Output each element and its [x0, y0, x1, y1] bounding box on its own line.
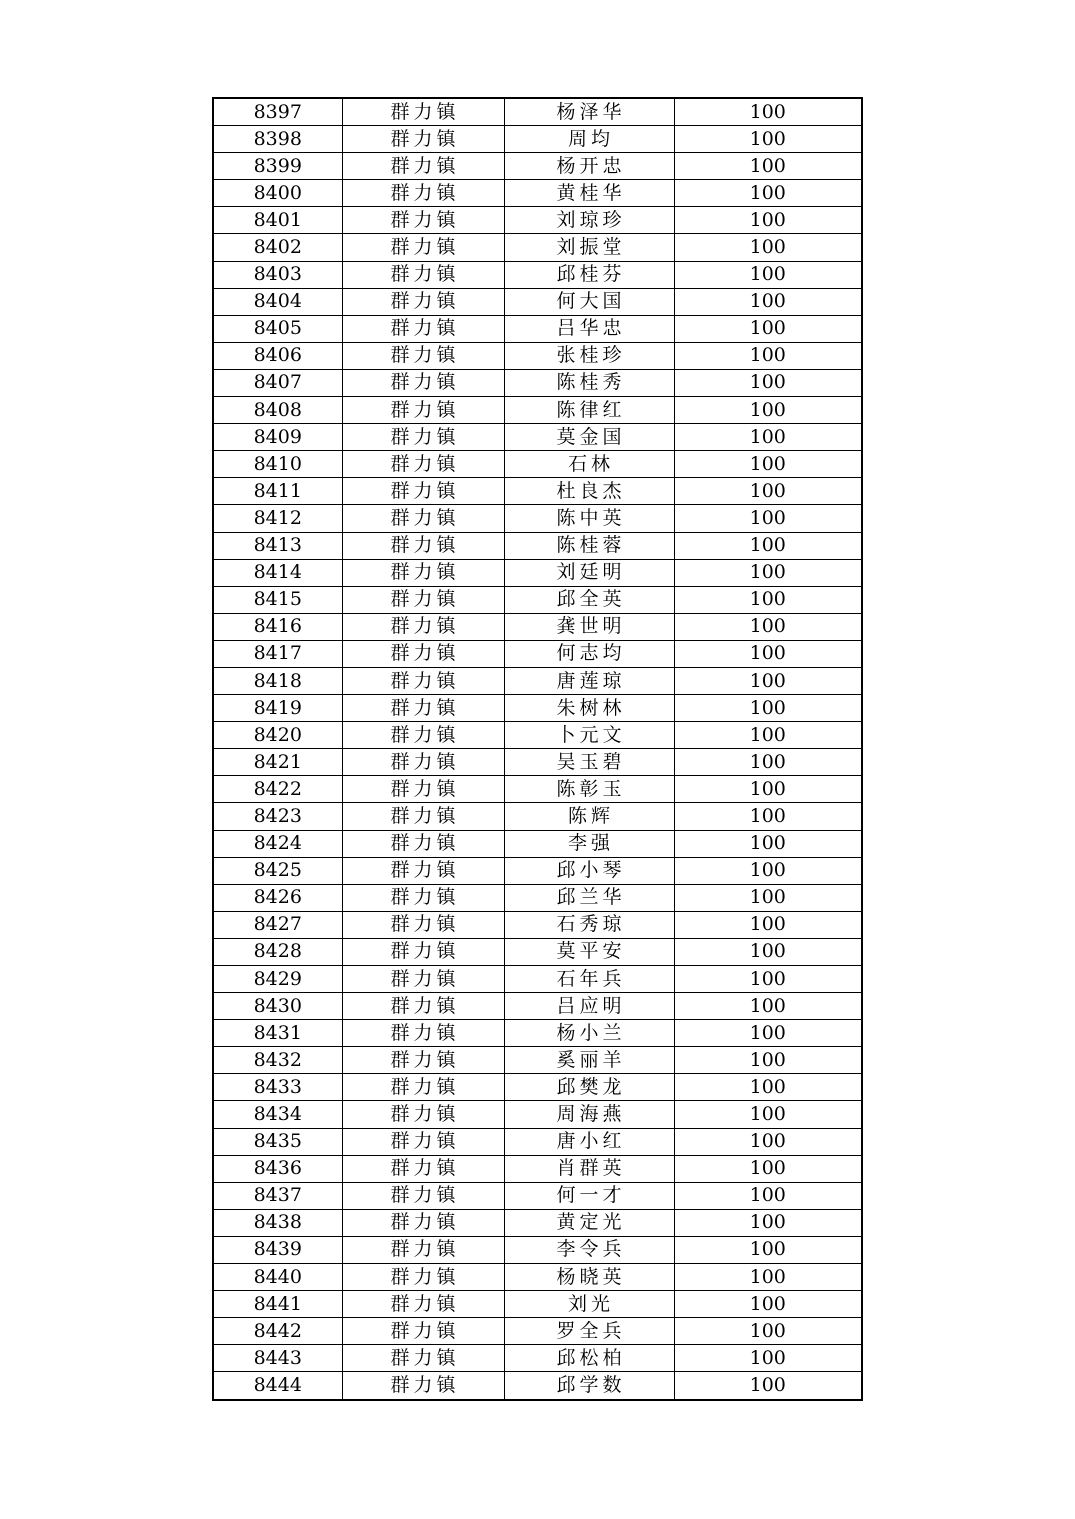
cell-town: 群力镇	[342, 207, 504, 234]
cell-name: 石林	[504, 451, 674, 478]
cell-name: 罗全兵	[504, 1318, 674, 1345]
cell-amount: 100	[674, 640, 862, 667]
table-row	[213, 640, 862, 667]
cell-name: 刘振堂	[504, 234, 674, 261]
cell-amount: 100	[674, 342, 862, 369]
cell-amount: 100	[674, 1128, 862, 1155]
table-row	[213, 1155, 862, 1182]
cell-amount: 100	[674, 261, 862, 288]
cell-id: 8433	[213, 1074, 342, 1101]
cell-amount: 100	[674, 1074, 862, 1101]
table-row	[213, 478, 862, 505]
table-row	[213, 911, 862, 938]
table-row	[213, 586, 862, 613]
cell-town: 群力镇	[342, 1345, 504, 1372]
table-row	[213, 667, 862, 694]
table-row	[213, 830, 862, 857]
cell-town: 群力镇	[342, 424, 504, 451]
table-row	[213, 1074, 862, 1101]
cell-name: 何一才	[504, 1182, 674, 1209]
table-row	[213, 180, 862, 207]
table-row	[213, 938, 862, 965]
cell-name: 刘光	[504, 1291, 674, 1318]
cell-amount: 100	[674, 532, 862, 559]
cell-town: 群力镇	[342, 803, 504, 830]
table-row	[213, 1020, 862, 1047]
cell-town: 群力镇	[342, 613, 504, 640]
cell-town: 群力镇	[342, 640, 504, 667]
cell-town: 群力镇	[342, 667, 504, 694]
cell-name: 何大国	[504, 288, 674, 315]
cell-id: 8429	[213, 966, 342, 993]
cell-id: 8418	[213, 667, 342, 694]
cell-amount: 100	[674, 803, 862, 830]
cell-town: 群力镇	[342, 234, 504, 261]
table-row	[213, 695, 862, 722]
table-row	[213, 261, 862, 288]
cell-id: 8431	[213, 1020, 342, 1047]
cell-amount: 100	[674, 180, 862, 207]
cell-id: 8440	[213, 1264, 342, 1291]
table-row	[213, 1372, 862, 1400]
cell-town: 群力镇	[342, 1101, 504, 1128]
cell-name: 莫平安	[504, 938, 674, 965]
cell-name: 邱学数	[504, 1372, 674, 1400]
table-row	[213, 1345, 862, 1372]
cell-name: 朱树林	[504, 695, 674, 722]
cell-id: 8405	[213, 315, 342, 342]
cell-amount: 100	[674, 993, 862, 1020]
cell-id: 8397	[213, 98, 342, 126]
cell-town: 群力镇	[342, 1209, 504, 1236]
cell-name: 邱兰华	[504, 884, 674, 911]
cell-id: 8430	[213, 993, 342, 1020]
cell-amount: 100	[674, 1209, 862, 1236]
cell-id: 8422	[213, 776, 342, 803]
table-row	[213, 451, 862, 478]
cell-id: 8441	[213, 1291, 342, 1318]
cell-name: 刘琼珍	[504, 207, 674, 234]
cell-town: 群力镇	[342, 1182, 504, 1209]
cell-id: 8428	[213, 938, 342, 965]
table-row	[213, 559, 862, 586]
cell-name: 何志均	[504, 640, 674, 667]
cell-name: 肖群英	[504, 1155, 674, 1182]
cell-name: 吴玉碧	[504, 749, 674, 776]
cell-name: 石秀琼	[504, 911, 674, 938]
cell-name: 李强	[504, 830, 674, 857]
cell-amount: 100	[674, 722, 862, 749]
cell-town: 群力镇	[342, 559, 504, 586]
cell-town: 群力镇	[342, 586, 504, 613]
table-row	[213, 1047, 862, 1074]
cell-town: 群力镇	[342, 1155, 504, 1182]
cell-town: 群力镇	[342, 884, 504, 911]
cell-town: 群力镇	[342, 722, 504, 749]
cell-town: 群力镇	[342, 1074, 504, 1101]
cell-id: 8410	[213, 451, 342, 478]
cell-town: 群力镇	[342, 505, 504, 532]
cell-town: 群力镇	[342, 288, 504, 315]
cell-id: 8424	[213, 830, 342, 857]
cell-town: 群力镇	[342, 695, 504, 722]
table-row	[213, 342, 862, 369]
cell-name: 陈中英	[504, 505, 674, 532]
cell-name: 邱松柏	[504, 1345, 674, 1372]
cell-town: 群力镇	[342, 1236, 504, 1263]
cell-amount: 100	[674, 1264, 862, 1291]
cell-id: 8442	[213, 1318, 342, 1345]
cell-amount: 100	[674, 695, 862, 722]
table-row	[213, 315, 862, 342]
cell-amount: 100	[674, 776, 862, 803]
cell-town: 群力镇	[342, 911, 504, 938]
cell-id: 8403	[213, 261, 342, 288]
cell-amount: 100	[674, 234, 862, 261]
cell-id: 8435	[213, 1128, 342, 1155]
cell-id: 8408	[213, 397, 342, 424]
cell-amount: 100	[674, 153, 862, 180]
cell-town: 群力镇	[342, 1020, 504, 1047]
cell-name: 邱小琴	[504, 857, 674, 884]
cell-town: 群力镇	[342, 126, 504, 153]
cell-name: 唐莲琼	[504, 667, 674, 694]
cell-amount: 100	[674, 749, 862, 776]
cell-amount: 100	[674, 1101, 862, 1128]
cell-id: 8417	[213, 640, 342, 667]
cell-name: 吕华忠	[504, 315, 674, 342]
cell-id: 8421	[213, 749, 342, 776]
table-row	[213, 1209, 862, 1236]
cell-name: 张桂珍	[504, 342, 674, 369]
cell-amount: 100	[674, 966, 862, 993]
cell-town: 群力镇	[342, 966, 504, 993]
cell-amount: 100	[674, 288, 862, 315]
cell-id: 8407	[213, 369, 342, 396]
table-row	[213, 857, 862, 884]
table-row	[213, 966, 862, 993]
cell-town: 群力镇	[342, 261, 504, 288]
cell-id: 8414	[213, 559, 342, 586]
cell-id: 8409	[213, 424, 342, 451]
cell-name: 奚丽羊	[504, 1047, 674, 1074]
cell-amount: 100	[674, 424, 862, 451]
cell-town: 群力镇	[342, 749, 504, 776]
table-row	[213, 126, 862, 153]
cell-id: 8399	[213, 153, 342, 180]
table-body	[213, 98, 862, 1400]
cell-town: 群力镇	[342, 397, 504, 424]
cell-amount: 100	[674, 586, 862, 613]
table-row	[213, 1318, 862, 1345]
cell-amount: 100	[674, 397, 862, 424]
table-row	[213, 207, 862, 234]
cell-name: 邱全英	[504, 586, 674, 613]
cell-amount: 100	[674, 857, 862, 884]
cell-town: 群力镇	[342, 451, 504, 478]
cell-id: 8416	[213, 613, 342, 640]
cell-name: 陈彰玉	[504, 776, 674, 803]
cell-amount: 100	[674, 1047, 862, 1074]
cell-name: 莫金国	[504, 424, 674, 451]
cell-amount: 100	[674, 1020, 862, 1047]
table-row	[213, 749, 862, 776]
cell-town: 群力镇	[342, 98, 504, 126]
cell-id: 8404	[213, 288, 342, 315]
cell-amount: 100	[674, 938, 862, 965]
cell-name: 李令兵	[504, 1236, 674, 1263]
cell-town: 群力镇	[342, 180, 504, 207]
table-row	[213, 288, 862, 315]
cell-amount: 100	[674, 1291, 862, 1318]
cell-name: 周均	[504, 126, 674, 153]
cell-town: 群力镇	[342, 857, 504, 884]
table-row	[213, 532, 862, 559]
cell-amount: 100	[674, 478, 862, 505]
cell-amount: 100	[674, 1372, 862, 1400]
cell-amount: 100	[674, 315, 862, 342]
cell-name: 黄定光	[504, 1209, 674, 1236]
cell-town: 群力镇	[342, 1047, 504, 1074]
cell-amount: 100	[674, 98, 862, 126]
cell-town: 群力镇	[342, 1291, 504, 1318]
cell-name: 吕应明	[504, 993, 674, 1020]
cell-town: 群力镇	[342, 342, 504, 369]
cell-id: 8423	[213, 803, 342, 830]
table-row	[213, 424, 862, 451]
table-row	[213, 884, 862, 911]
cell-town: 群力镇	[342, 1128, 504, 1155]
cell-name: 陈桂蓉	[504, 532, 674, 559]
cell-id: 8413	[213, 532, 342, 559]
cell-name: 周海燕	[504, 1101, 674, 1128]
table-row	[213, 613, 862, 640]
cell-name: 杜良杰	[504, 478, 674, 505]
cell-amount: 100	[674, 884, 862, 911]
cell-name: 杨小兰	[504, 1020, 674, 1047]
cell-id: 8415	[213, 586, 342, 613]
cell-town: 群力镇	[342, 938, 504, 965]
cell-id: 8411	[213, 478, 342, 505]
cell-town: 群力镇	[342, 153, 504, 180]
cell-amount: 100	[674, 1155, 862, 1182]
cell-amount: 100	[674, 1236, 862, 1263]
cell-town: 群力镇	[342, 478, 504, 505]
cell-amount: 100	[674, 369, 862, 396]
cell-id: 8402	[213, 234, 342, 261]
cell-name: 唐小红	[504, 1128, 674, 1155]
cell-id: 8425	[213, 857, 342, 884]
cell-amount: 100	[674, 911, 862, 938]
cell-id: 8434	[213, 1101, 342, 1128]
table-row	[213, 1236, 862, 1263]
table-row	[213, 722, 862, 749]
table-row	[213, 153, 862, 180]
cell-amount: 100	[674, 505, 862, 532]
cell-amount: 100	[674, 126, 862, 153]
cell-amount: 100	[674, 451, 862, 478]
cell-id: 8419	[213, 695, 342, 722]
cell-town: 群力镇	[342, 776, 504, 803]
table-row	[213, 1264, 862, 1291]
cell-town: 群力镇	[342, 369, 504, 396]
cell-id: 8432	[213, 1047, 342, 1074]
cell-name: 石年兵	[504, 966, 674, 993]
cell-id: 8427	[213, 911, 342, 938]
cell-id: 8438	[213, 1209, 342, 1236]
cell-amount: 100	[674, 830, 862, 857]
cell-town: 群力镇	[342, 315, 504, 342]
table-row	[213, 803, 862, 830]
cell-name: 陈律红	[504, 397, 674, 424]
table-row	[213, 776, 862, 803]
cell-amount: 100	[674, 559, 862, 586]
cell-town: 群力镇	[342, 1318, 504, 1345]
table-row	[213, 1101, 862, 1128]
table-row	[213, 993, 862, 1020]
cell-id: 8426	[213, 884, 342, 911]
cell-id: 8400	[213, 180, 342, 207]
cell-id: 8437	[213, 1182, 342, 1209]
cell-town: 群力镇	[342, 1372, 504, 1400]
cell-id: 8439	[213, 1236, 342, 1263]
cell-name: 邱桂芬	[504, 261, 674, 288]
cell-name: 龚世明	[504, 613, 674, 640]
table-row	[213, 505, 862, 532]
cell-name: 杨开忠	[504, 153, 674, 180]
cell-id: 8444	[213, 1372, 342, 1400]
table-row	[213, 1182, 862, 1209]
table-row	[213, 1128, 862, 1155]
cell-name: 卜元文	[504, 722, 674, 749]
cell-id: 8443	[213, 1345, 342, 1372]
cell-name: 陈辉	[504, 803, 674, 830]
table-row	[213, 1291, 862, 1318]
table-row	[213, 98, 862, 126]
cell-id: 8436	[213, 1155, 342, 1182]
cell-amount: 100	[674, 613, 862, 640]
cell-town: 群力镇	[342, 1264, 504, 1291]
cell-name: 刘廷明	[504, 559, 674, 586]
cell-name: 黄桂华	[504, 180, 674, 207]
table-row	[213, 234, 862, 261]
data-table	[212, 97, 863, 1401]
cell-amount: 100	[674, 1182, 862, 1209]
cell-town: 群力镇	[342, 993, 504, 1020]
cell-id: 8401	[213, 207, 342, 234]
cell-town: 群力镇	[342, 532, 504, 559]
table-row	[213, 369, 862, 396]
cell-id: 8412	[213, 505, 342, 532]
cell-id: 8398	[213, 126, 342, 153]
cell-amount: 100	[674, 207, 862, 234]
cell-name: 邱樊龙	[504, 1074, 674, 1101]
cell-name: 杨泽华	[504, 98, 674, 126]
cell-id: 8406	[213, 342, 342, 369]
cell-amount: 100	[674, 1345, 862, 1372]
cell-town: 群力镇	[342, 830, 504, 857]
cell-amount: 100	[674, 667, 862, 694]
cell-name: 陈桂秀	[504, 369, 674, 396]
cell-id: 8420	[213, 722, 342, 749]
table-row	[213, 397, 862, 424]
cell-name: 杨晓英	[504, 1264, 674, 1291]
cell-amount: 100	[674, 1318, 862, 1345]
